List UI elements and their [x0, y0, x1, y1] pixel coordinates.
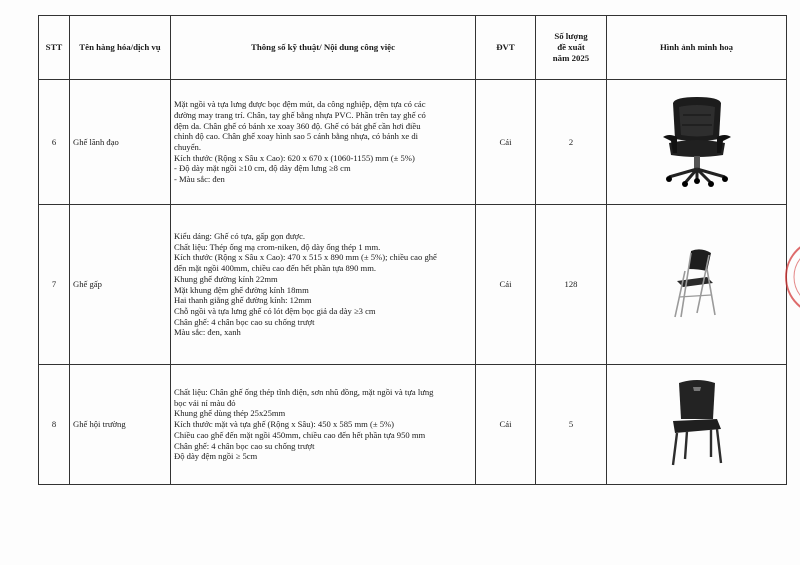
spec-line: Chân ghế: 4 chân bọc cao su chống trượt	[174, 440, 315, 451]
spec-line: đệm da. Chân ghế có bánh xe xoay 360 độ. Ghế có bát ghế cần hơi điều	[174, 120, 421, 131]
spec-line: Hai thanh giằng ghế đường kính: 12mm	[174, 295, 312, 306]
spec-line: Kiểu dáng: Ghế có tựa, gấp gọn được.	[174, 230, 306, 241]
company-stamp	[784, 232, 800, 322]
row-quantity: 128	[536, 205, 607, 365]
header-spec: Thông số kỹ thuật/ Nội dung công việc	[171, 16, 476, 80]
row-spec	[171, 365, 476, 485]
spec-line: - Độ dày mặt ngồi ≥10 cm, độ dày đệm lưng ≥8 cm	[174, 163, 351, 174]
spec-line: Kích thước (Rộng x Sâu x Cao): 620 x 670 x (1060-1155) mm (± 5%)	[174, 152, 415, 163]
header-qty-line3: năm 2025	[552, 52, 590, 63]
header-image: Hình ảnh minh hoạ	[607, 16, 787, 80]
spec-line: Khung ghế đường kính 22mm	[174, 273, 278, 284]
spec-line: chỉnh độ cao. Chân ghế xoay hình sao 5 cánh bằng nhựa, có bánh xe di	[174, 131, 419, 142]
header-qty	[536, 16, 607, 80]
row-unit: Cái	[476, 205, 536, 365]
table-header-row	[39, 16, 787, 80]
spec-line: bọc vải nỉ màu đỏ	[174, 397, 236, 408]
spec-line: Chất liệu: Chân ghế ống thép tĩnh điện, sơn nhũ đồng, mặt ngồi và tựa lưng	[174, 386, 434, 397]
spec-line: Chỗ ngồi và tựa lưng ghế có lót đệm bọc giả da dày ≥3 cm	[174, 305, 376, 316]
specification-table	[38, 15, 787, 485]
row-stt: 8	[39, 365, 70, 485]
spec-line: chuyển.	[174, 142, 201, 152]
spec-line: Kích thước (Rộng x Sâu x Cao): 470 x 515 x 890 mm (± 5%); chiều cao ghế	[174, 252, 437, 263]
spec-line: đến mặt ngồi 400mm, chiều cao đến hết phần tựa 890 mm.	[174, 263, 377, 274]
spec-line: Màu sắc: đen, xanh	[174, 327, 241, 338]
spec-line: Chân ghế: 4 chân bọc cao su chống trượt	[174, 316, 315, 327]
row-item-name: Ghế gấp	[70, 205, 171, 365]
table-row	[39, 80, 787, 205]
row-image-cell	[607, 80, 787, 205]
row-spec	[171, 80, 476, 205]
row-spec	[171, 205, 476, 365]
table-row	[39, 365, 787, 485]
row-unit: Cái	[476, 80, 536, 205]
executive-office-chair-image	[655, 95, 739, 187]
row-item-name: Ghế lãnh đạo	[70, 80, 171, 205]
row-image-cell	[607, 205, 787, 365]
row-image-cell	[607, 365, 787, 485]
header-unit: ĐVT	[476, 16, 536, 80]
spec-line: đường may trang trí. Chân, tay ghế bằng nhựa PVC. Phần trên tay ghế có	[174, 109, 426, 120]
spec-line: Mặt khung đệm ghế đường kính 18mm	[174, 284, 309, 295]
banquet-chair-image	[665, 379, 729, 467]
spec-line: - Màu sắc: đen	[174, 174, 225, 185]
header-stt: STT	[39, 16, 70, 80]
spec-line: Chất liệu: Thép ống mạ crom-niken, độ dày ống thép 1 mm.	[174, 241, 381, 252]
header-qty-line2: đề xuất	[557, 42, 585, 52]
row-stt: 7	[39, 205, 70, 365]
spec-line: Mặt ngồi và tựa lưng được bọc đệm mút, da công nghiệp, đệm tựa có các	[174, 99, 426, 110]
spec-line: Chiều cao ghế đến mặt ngồi 450mm, chiều cao đến hết phần tựa 950 mm	[174, 429, 426, 440]
header-name: Tên hàng hóa/dịch vụ	[70, 16, 171, 80]
folding-chair-image	[667, 247, 727, 319]
row-stt: 6	[39, 80, 70, 205]
row-quantity: 2	[536, 80, 607, 205]
row-item-name: Ghế hội trường	[70, 365, 171, 485]
header-qty-line1: Số lượng	[554, 31, 588, 42]
table-row	[39, 205, 787, 365]
spec-line: Khung ghế dùng thép 25x25mm	[174, 408, 286, 419]
row-unit: Cái	[476, 365, 536, 485]
spec-line: Độ dày đệm ngồi ≥ 5cm	[174, 451, 258, 462]
spec-line: Kích thước mặt và tựa ghế (Rộng x Sâu): 450 x 585 mm (± 5%)	[174, 419, 395, 430]
row-quantity: 5	[536, 365, 607, 485]
